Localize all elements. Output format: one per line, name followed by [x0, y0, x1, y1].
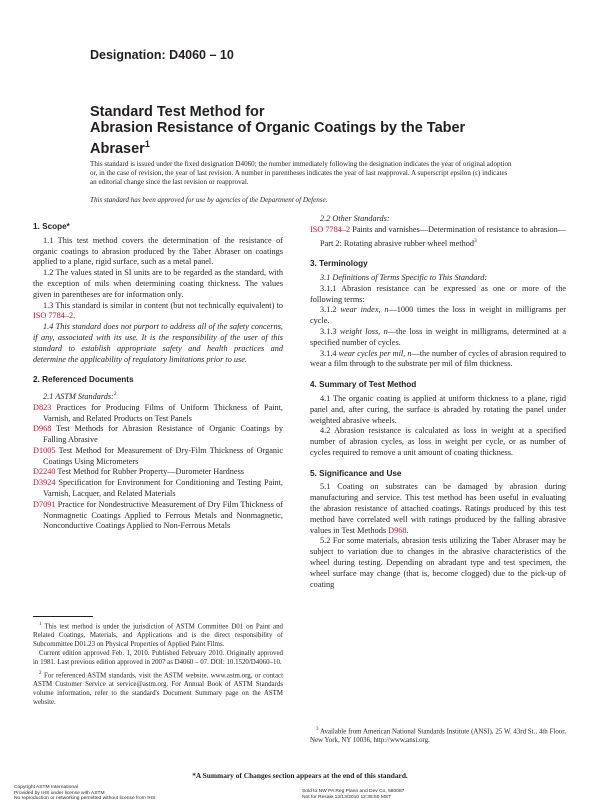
significance-5-2: 5.2 For some materials, abrasion tests utilizing the Taber Abraser may be subject to variation due to changes in the abrasive characteristics of the wheel during testing. Depending on abradant type and test specimen, the wheel surface may change (that is, become clogged) due to the pick-up of coating: [310, 536, 566, 589]
ref-d3924-link[interactable]: D3924: [33, 478, 56, 488]
ref-d1005-link[interactable]: D1005: [33, 445, 56, 455]
summary-of-changes-note: *A Summary of Changes section appears at the end of this standard.: [192, 771, 408, 780]
approval-note: This standard has been approved for use by agencies of the Department of Defense.: [90, 196, 328, 204]
term-3-1-1: 3.1.1 Abrasion resistance can be expressed as one or more of the following terms:: [310, 283, 566, 304]
section-scope-heading: 1. Scope*: [33, 222, 70, 231]
title-line-1: Standard Test Method for: [90, 104, 265, 120]
ref-d7091-link[interactable]: D7091: [33, 499, 56, 509]
ref-d968-link[interactable]: D968: [33, 424, 52, 434]
footnote-rule: [33, 616, 93, 617]
title-line-3: Abraser$^1$: [90, 139, 150, 157]
astm-standards-label: 2.1 ASTM Standards:$^2$: [43, 391, 117, 401]
scope-1-1: 1.1 This test method covers the determination of the resistance of organic coatings to abrasion produced by the Taber Abraser on coatings applied to a plane, rigid surface, such as a metal panel.: [33, 235, 283, 267]
scope-1-3: 1.3 This standard is similar in content (but not technically equivalent) to ISO 7784–2.: [33, 300, 283, 321]
d968-link[interactable]: D968: [388, 525, 407, 535]
term-3-1-4: 3.1.4 wear cycles per mil, n—the number of cycles of abrasion required to wear a film through to the substrate per mil of film thickness.: [310, 348, 567, 369]
ref-d7091: D7091 Practice for Nondestructive Measurement of Dry Film Thickness of Nonmagnetic Coatings Applied to Ferrous Metals and Nonmagnetic, Nonconductive Coatings Applied to Non-Ferrous Metals: [33, 499, 283, 531]
title-footnote-mark: 1: [144, 139, 150, 149]
section-significance-heading: 5. Significance and Use: [310, 468, 402, 478]
ref-d823: D823 Practices for Producing Films of Uniform Thickness of Paint, Varnish, and Related Products on Test Panels: [33, 402, 283, 423]
section-terminology-heading: 3. Terminology: [310, 259, 368, 269]
term-3-1-2: 3.1.2 wear index, n—1000 times the loss in weight in milligrams per cycle.: [310, 305, 566, 326]
title-line-2: Abrasion Resistance of Organic Coatings by the Taber: [90, 120, 466, 136]
copyright-block: Copyright ASTM International Provided by IHS under license with ASTM No reproduction or networking permitted without license from IHS: [14, 785, 156, 802]
footnote-1: $^1$ This test method is under the jurisdiction of ASTM Committee D01 on Paint and Related Coatings, Materials, and Applications and is the direct responsibility of Subcommittee D01.23 on Physical Properties of Applied Paint Films.: [33, 622, 283, 649]
section-referenced-heading: 2. Referenced Documents: [33, 375, 134, 385]
term-3-1-3: 3.1.3 weight loss, n—the loss in weight in milligrams, determined at a specified number of cycles.: [310, 326, 566, 347]
left-column: [33, 214, 283, 532]
iso-7784-link[interactable]: ISO 7784–2: [33, 311, 74, 321]
ref-d1005: D1005 Test Method for Measurement of Dry-Film Thickness of Organic Coatings Using Micrometers: [33, 445, 283, 466]
footnote-1b: Current edition approved Feb. 1, 2010. Published February 2010. Originally approved in 1981. Last previous edition approved in 2007 as D4060 – 07. DOI: 10.1520/D4060–10.: [33, 650, 283, 666]
ref-iso-7784-2: ISO 7784–2 Paints and varnishes—Determination of resistance to abrasion—Part 2: Rotating abrasive rubber wheel method$^3$: [310, 224, 567, 248]
right-column: [310, 214, 566, 590]
summary-4-2: 4.2 Abrasion resistance is calculated as loss in weight at a specified number of abrasion cycles, as loss in weight per cycle, or as number of cycles required to remove a unit amount of coating thickness.: [310, 426, 566, 457]
designation: Designation: D4060 – 10: [90, 48, 234, 62]
ref-d3924: D3924 Specification for Environment for Conditioning and Testing Paint, Varnish, Lacquer, and Related Materials: [33, 478, 283, 499]
ref-d823-link[interactable]: D823: [33, 402, 52, 412]
summary-4-1: 4.1 The organic coating is applied at uniform thickness to a plane, rigid panel and, after curing, the surface is abraded by rotating the panel under weighted abrasive wheels.: [310, 393, 566, 425]
ref-iso-link[interactable]: ISO 7784–2: [310, 224, 351, 234]
footnotes-right: [310, 726, 566, 746]
scope-1-4: 1.4 This standard does not purport to address all of the safety concerns, if any, associated with its use. It is the responsibility of the user of this standard to establish appropriate safety and health practices and determine the applicability of regulatory limitations prior to use.: [33, 322, 283, 364]
section-summary-heading: 4. Summary of Test Method: [310, 380, 417, 390]
footnotes-left: [33, 621, 283, 708]
page-title: [90, 104, 510, 157]
significance-5-1: 5.1 Coating on substrates can be damaged by abrasion during manufacturing and service. This test method has been useful in evaluating the abrasion resistance of attached coatings. Ratings produced by this test method have correlated well with ratings produced by the falling abrasive values in Test Methods D968.: [310, 482, 566, 535]
ref-other-label: 2.2 Other Standards:: [320, 214, 390, 223]
sold-to-block: Sold to:NW PA Reg Plann and Dev Co, 580087 Not for Resale,12/13/2010 12:35:50 MST: [302, 789, 405, 800]
issue-notice: This standard is issued under the fixed designation D4060; the number immediately following the designation indicates the year of original adoption or, in the case of revision, the year of last revision. A number in parentheses indicates the year of last reapproval. A superscript epsilon (ε) indicates an editorial change since the last revision or reapproval.: [90, 160, 512, 187]
ref-d968: D968 Test Methods for Abrasion Resistance of Organic Coatings by Falling Abrasive: [33, 424, 283, 445]
term-3-1: 3.1 Definitions of Terms Specific to This Standard:: [320, 272, 488, 282]
ref-d2240-link[interactable]: D2240: [33, 467, 56, 477]
scope-1-2: 1.2 The values stated in SI units are to be regarded as the standard, with the exception of mils when determining coating thickness. The values given in parentheses are for information only.: [33, 268, 283, 299]
footnote-2: $^2$ For referenced ASTM standards, visit the ASTM website, www.astm.org, or contact ASTM Customer Service at service@astm.org. For Annual Book of ASTM Standards volume information, refer to the standard's Document Summary page on the ASTM website.: [33, 670, 283, 706]
footnote-3: $^3$ Available from American National Standards Institute (ANSI), 25 W. 43rd St., 4th Floor, New York, NY 10036, http://www.ansi.org.: [310, 727, 566, 745]
ref-d2240: D2240 Test Method for Rubber Property—Durometer Hardness: [33, 467, 244, 477]
